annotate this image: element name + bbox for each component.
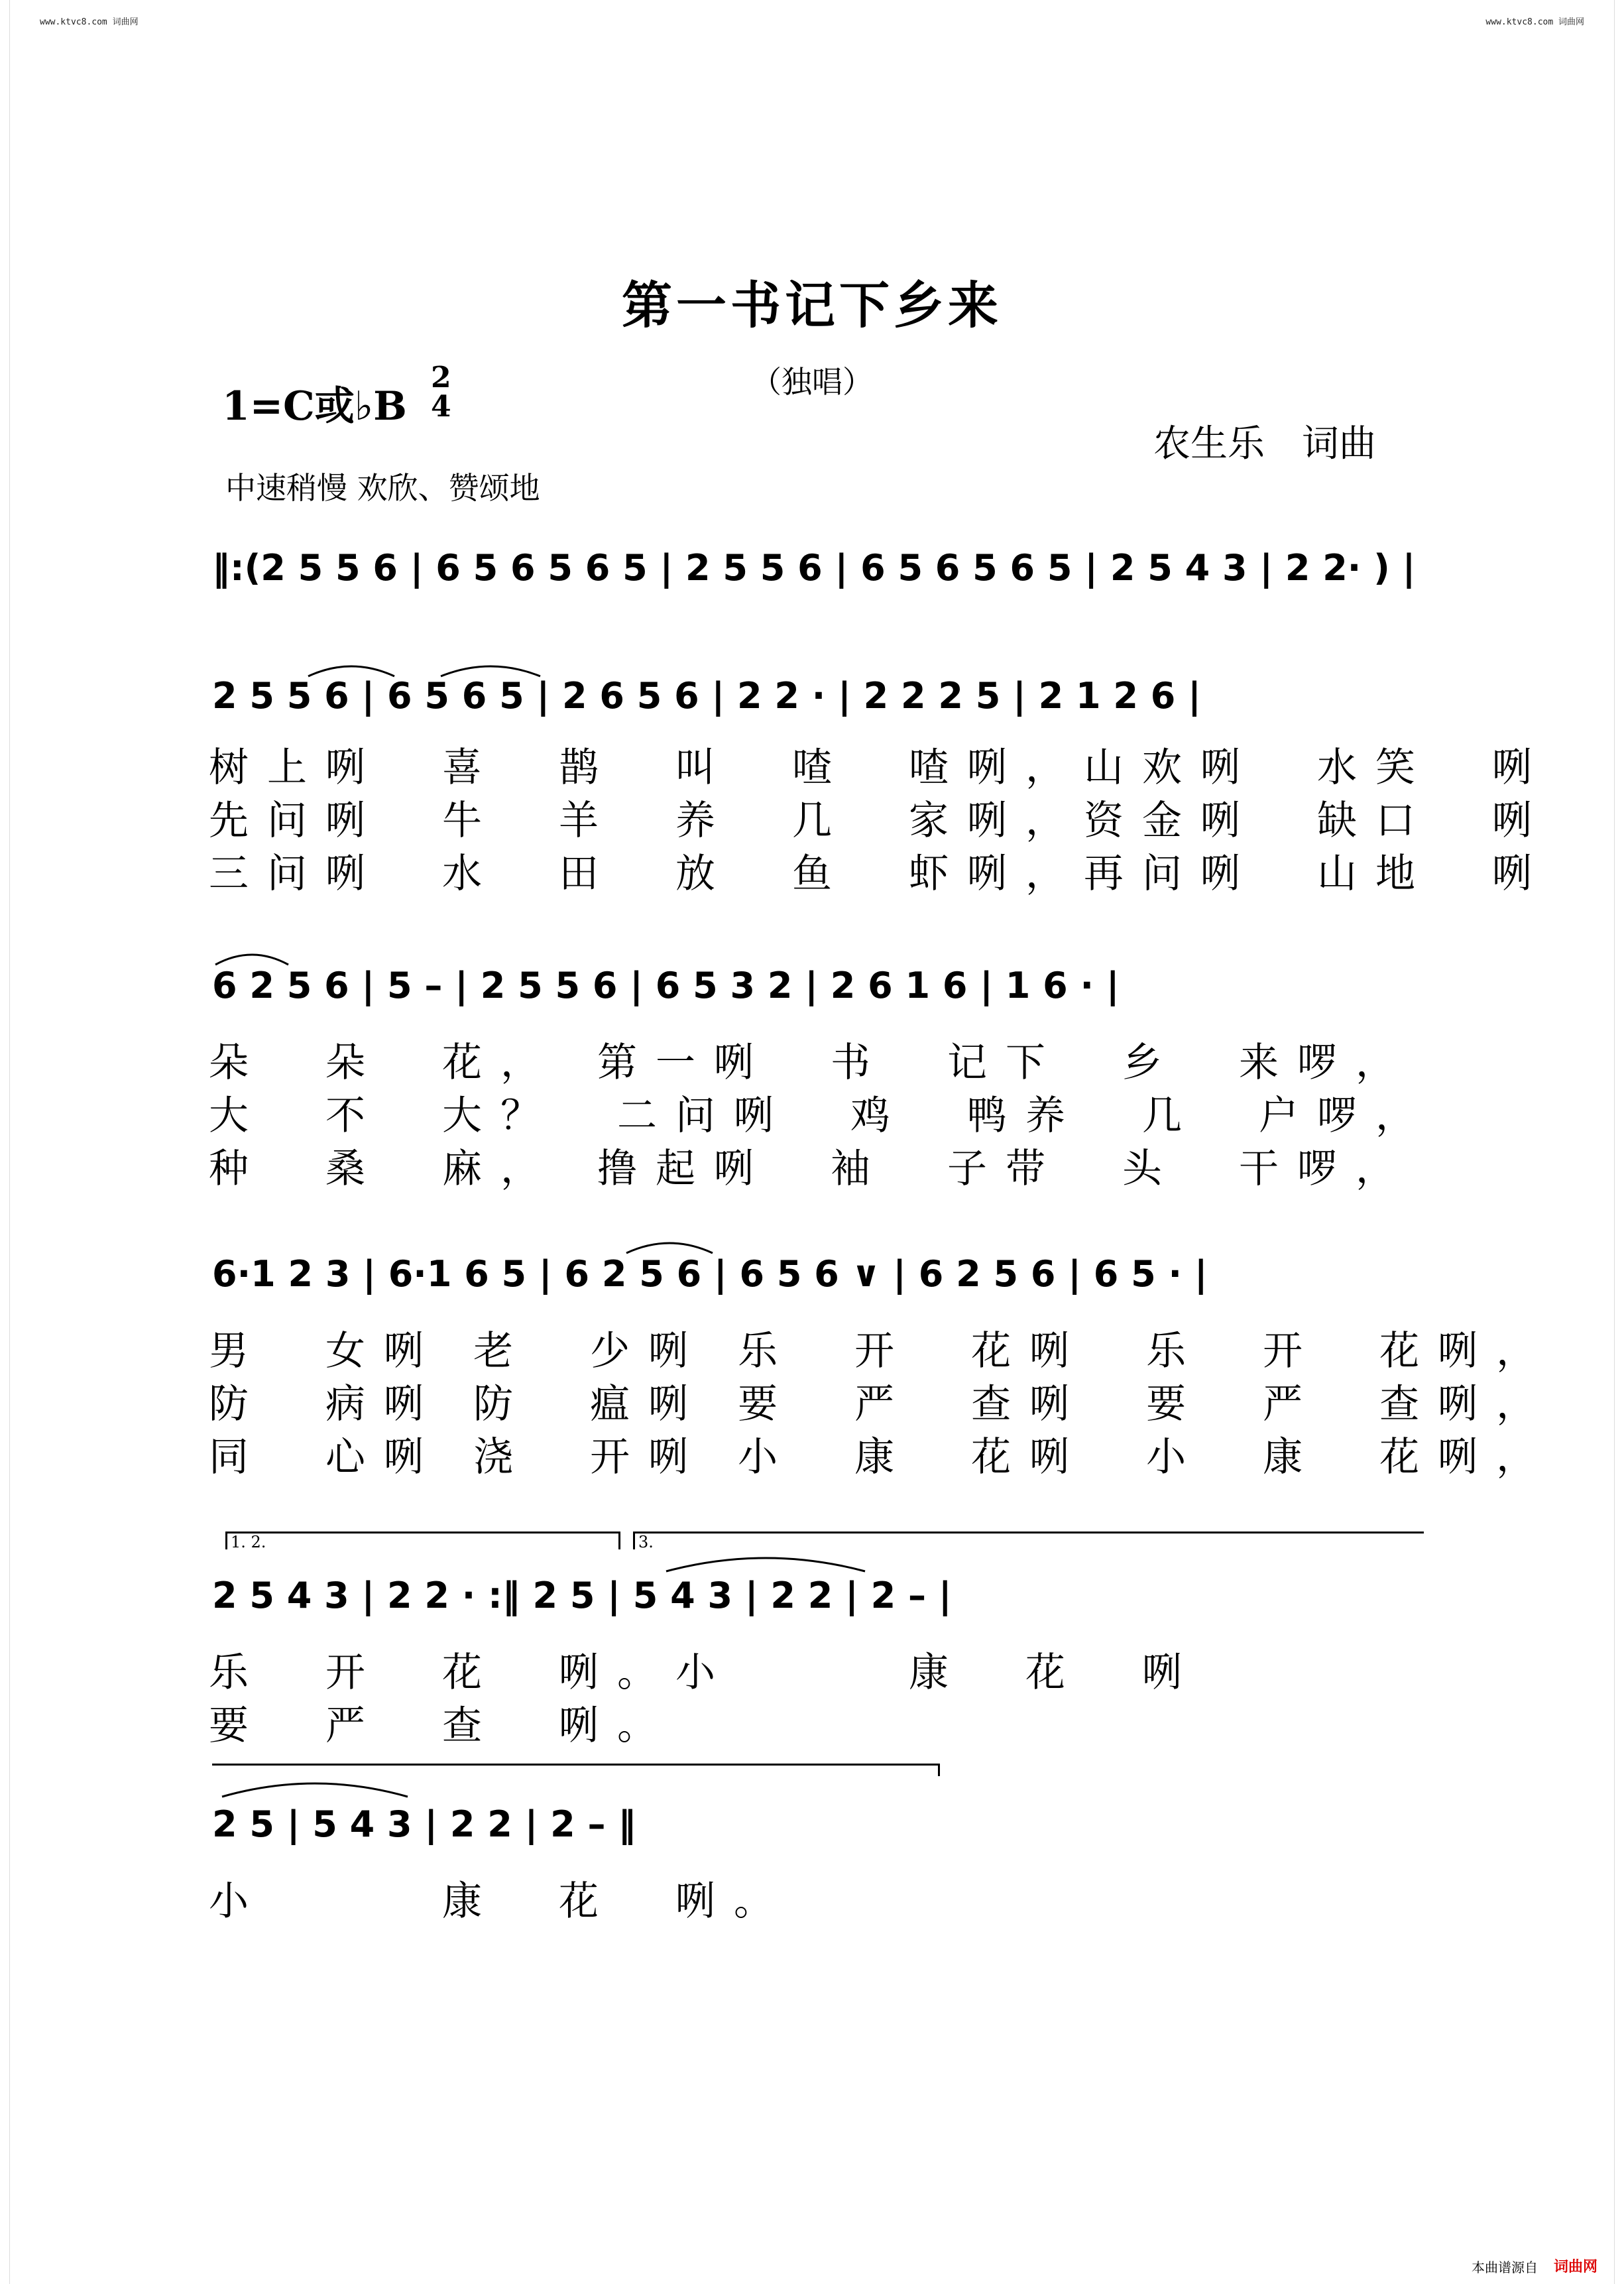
volta-label-2: 3. [638, 1533, 654, 1551]
lyric-line-5-verse-2: 要 严 查 咧。 [209, 1703, 675, 1749]
lyric-line-4-verse-2: 防 病咧 防 瘟咧 要 严 查咧 要 严 查咧， [209, 1381, 1555, 1427]
notes-line-4: 6·1 2 3 | 6·1 6 5 | 6 2 5 6 | 6 5 6 ∨ | 6 2 5 6 | 6 5 · | [212, 1253, 1208, 1295]
song-title: 第一书记下乡来 [622, 276, 1002, 335]
slur [305, 660, 398, 680]
notes-line-1: ‖:(2 5 5 6 | 6 5 6 5 6 5 | 2 5 5 6 | 6 5 6 5 6 5 | 2 5 4 3 | 2 2· ) | [212, 547, 1416, 589]
slur [663, 1551, 868, 1575]
right-margin-strip [1614, 0, 1624, 2284]
notes-line-6: 2 5 | 5 4 3 | 2 2 | 2 – ‖ [212, 1803, 636, 1845]
key-signature: 1=C或♭B [222, 383, 407, 430]
footer-source-text: 本曲谱源自 [1472, 2259, 1538, 2275]
footer-brand: 词曲网 [1553, 2259, 1597, 2275]
lyric-line-4-verse-3: 同 心咧 浇 开咧 小 康 花咧 小 康 花咧， [209, 1434, 1555, 1480]
notes-line-2: 2 5 5 6 | 6 5 6 5 | 2 6 5 6 | 2 2 · | 2 2 2 5 | 2 1 2 6 | [212, 675, 1201, 717]
lyric-line-4-verse-1: 男 女咧 老 少咧 乐 开 花咧 乐 开 花咧， [209, 1328, 1555, 1374]
phrase-bracket [212, 1764, 940, 1776]
song-subtitle: （独唱） [751, 364, 873, 400]
slur [219, 1777, 411, 1801]
lyric-line-2-verse-2: 先问咧 牛 羊 养 几 家咧，资金咧 缺口 咧 [209, 798, 1550, 844]
slur [623, 1236, 716, 1256]
lyric-line-2-verse-1: 树上咧 喜 鹊 叫 喳 喳咧，山欢咧 水笑 咧 [209, 745, 1550, 791]
volta-bracket-1 [225, 1532, 620, 1549]
lyric-line-3-verse-1: 朵 朵 花， 第一咧 书 记下 乡 来啰， [209, 1040, 1414, 1086]
time-signature-bottom: 4 [431, 390, 451, 424]
composer-credit: 农生乐 词曲 [1153, 422, 1376, 465]
header-right-url: www.ktvc8.com 词曲网 [1485, 17, 1584, 27]
time-signature [431, 363, 451, 422]
lyric-line-3-verse-3: 种 桑 麻， 撸起咧 袖 子带 头 干啰， [209, 1146, 1414, 1192]
lyric-line-3-verse-2: 大 不 大？ 二问咧 鸡 鸭养 几 户啰， [209, 1093, 1434, 1139]
time-signature-top: 2 [431, 361, 451, 394]
tempo-marking: 中速稍慢 欢欣、赞颂地 [225, 470, 540, 506]
volta-label-1: 1. 2. [231, 1533, 266, 1551]
slur [212, 948, 292, 968]
left-margin-strip [0, 0, 10, 2284]
notes-line-3: 6 2 5 6 | 5 – | 2 5 5 6 | 6 5 3 2 | 2 6 1 6 | 1 6 · | [212, 965, 1120, 1006]
lyric-line-6-verse-1: 小 康 花 咧。 [209, 1878, 792, 1925]
notes-line-5: 2 5 4 3 | 2 2 · :‖ 2 5 | 5 4 3 | 2 2 | 2 – | [212, 1575, 952, 1616]
lyric-line-5-verse-1: 乐 开 花 咧。小 康 花 咧 [209, 1650, 1200, 1696]
slur [437, 660, 544, 680]
volta-bracket-2 [633, 1532, 1424, 1549]
header-left-url: www.ktvc8.com 词曲网 [40, 17, 139, 27]
lyric-line-2-verse-3: 三问咧 水 田 放 鱼 虾咧，再问咧 山地 咧 [209, 851, 1550, 897]
